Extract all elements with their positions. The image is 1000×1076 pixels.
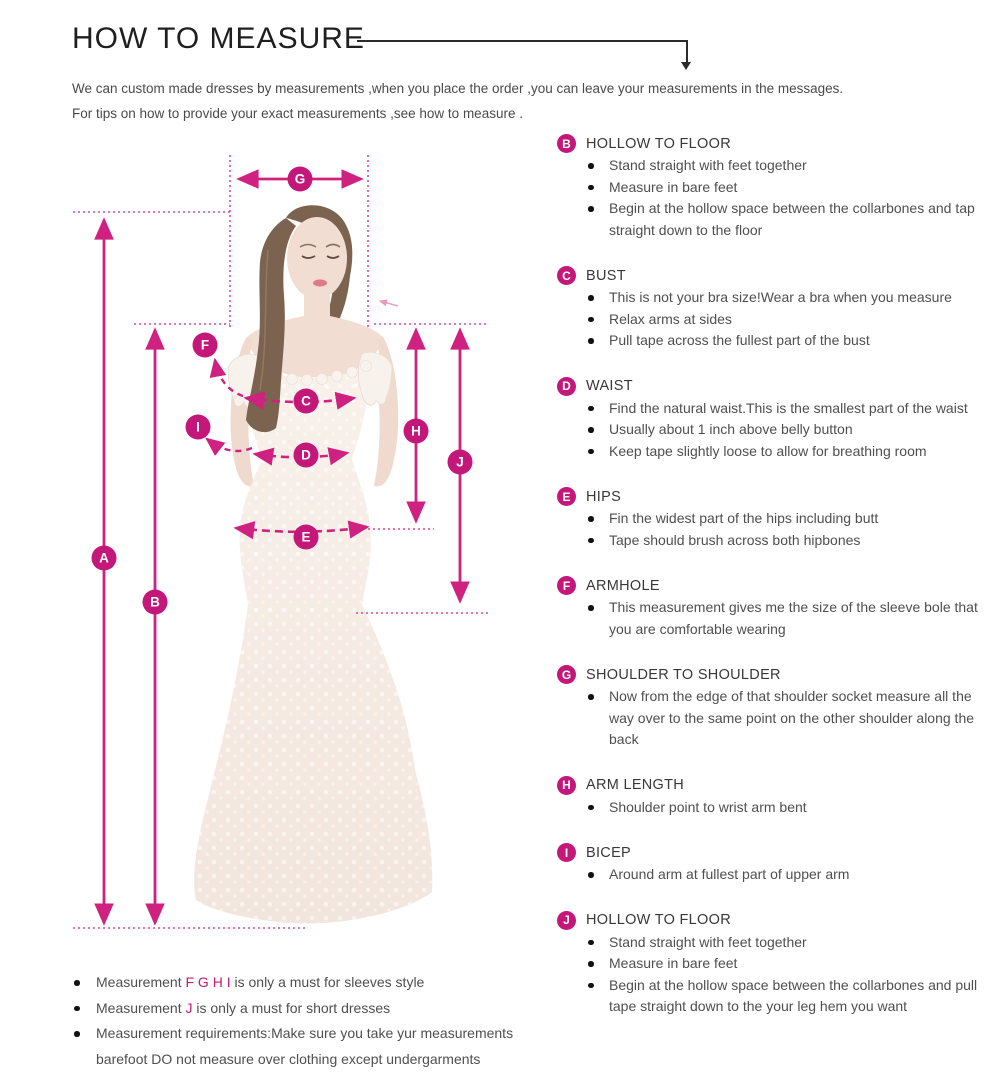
section-title: BICEP — [586, 844, 632, 861]
section-badge-e: E — [557, 487, 576, 506]
bullet: Tape should brush across both hipbones — [585, 530, 997, 552]
note-sleeves-style: Measurement F G H I is only a must for sleeves style — [74, 970, 554, 996]
intro-line-2: For tips on how to provide your exact measurements ,see how to measure . — [72, 106, 523, 121]
section-badge-f: F — [557, 576, 576, 595]
svg-text:D: D — [301, 447, 311, 463]
section-badge-h: H — [557, 776, 576, 795]
badge-e — [294, 525, 319, 550]
bullet: Begin at the hollow space between the collarbones and tap straight down to the floor — [585, 198, 997, 241]
badge-b — [143, 590, 168, 615]
bullet: Fin the widest part of the hips including butt — [585, 508, 997, 530]
section-bicep — [557, 842, 1000, 886]
svg-text:E: E — [301, 529, 311, 545]
title-connector-line — [357, 40, 688, 66]
section-bust — [557, 265, 1000, 352]
bullet: Shoulder point to wrist arm bent — [585, 797, 997, 819]
note-highlight: J — [185, 999, 193, 1016]
section-title: WAIST — [586, 378, 633, 394]
svg-text:F: F — [200, 337, 210, 353]
section-badge-c: C — [557, 266, 576, 285]
bullet: Measure in bare feet — [585, 953, 997, 975]
section-hollow-to-floor-j — [557, 910, 1000, 1018]
section-armhole — [557, 575, 1000, 640]
bullet: Find the natural waist.This is the smallest part of the waist — [585, 398, 997, 420]
section-title: HIPS — [586, 488, 622, 505]
model-lips — [313, 279, 327, 286]
bullet: This is not your bra size!Wear a bra when you measure — [585, 287, 997, 309]
title-arrow-down-icon — [681, 62, 691, 70]
svg-text:A: A — [99, 550, 109, 566]
note-short-dresses: Measurement J is only a must for short dresses — [74, 996, 554, 1022]
badge-j — [448, 450, 473, 475]
svg-text:I: I — [196, 419, 200, 435]
section-shoulder-to-shoulder — [557, 664, 1000, 751]
svg-text:H: H — [411, 423, 421, 439]
section-title: ARMHOLE — [586, 577, 660, 594]
section-hips — [557, 486, 1000, 551]
section-title: HOLLOW TO FLOOR — [586, 135, 731, 152]
model-photo — [194, 205, 432, 923]
note-requirements: Measurement requirements:Make sure you take yur measurements barefoot DO not measure over clothing except undergarments — [74, 1021, 554, 1072]
badge-c — [294, 389, 319, 414]
bullet: Now from the edge of that shoulder socket measure all the way over to the same point on the other shoulder along the back — [585, 686, 997, 751]
model-face — [287, 217, 347, 299]
bullet: Begin at the hollow space between the collarbones and pull tape straight down to the your leg hem you want — [585, 975, 997, 1018]
section-badge-d: D — [557, 377, 576, 396]
intro-line-1: We can custom made dresses by measurements ,when you place the order ,you can leave your measurements in the messages. — [72, 81, 844, 96]
section-badge-b: B — [557, 134, 576, 153]
badge-h — [404, 419, 429, 444]
section-badge-i: I — [557, 843, 576, 862]
measurement-guide-list — [557, 133, 1000, 1042]
section-title: ARM LENGTH — [586, 777, 685, 793]
bullet: Usually about 1 inch above belly button — [585, 419, 997, 441]
bullet: Stand straight with feet together — [585, 932, 997, 954]
intro-text — [72, 76, 952, 126]
badge-a — [92, 546, 117, 571]
section-arm-length — [557, 775, 1000, 819]
section-hollow-to-floor-b — [557, 133, 1000, 241]
badge-i — [186, 415, 211, 440]
page-title: HOW TO MEASURE — [72, 22, 365, 55]
bullet: This measurement gives me the size of the sleeve bole that you are comfortable wearing — [585, 597, 997, 640]
shoulder-point-hint-arrow — [380, 301, 398, 306]
svg-text:J: J — [456, 454, 464, 470]
section-badge-g: G — [557, 665, 576, 684]
model-measurement-figure — [0, 130, 560, 960]
bullet: Measure in bare feet — [585, 177, 997, 199]
bullet: Relax arms at sides — [585, 309, 997, 331]
svg-text:B: B — [150, 594, 160, 610]
badge-f — [193, 333, 218, 358]
measurement-notes — [74, 970, 554, 1072]
section-waist — [557, 376, 1000, 463]
section-title: HOLLOW TO FLOOR — [586, 912, 731, 928]
bullet: Pull tape across the fullest part of the bust — [585, 330, 997, 352]
badge-d — [294, 443, 319, 468]
svg-text:G: G — [294, 171, 306, 187]
section-title: SHOULDER TO SHOULDER — [586, 666, 781, 683]
badge-g — [288, 167, 313, 192]
bullet: Around arm at fullest part of upper arm — [585, 864, 997, 886]
section-badge-j: J — [557, 911, 576, 930]
svg-text:C: C — [301, 393, 311, 409]
note-highlight: F G H I — [185, 974, 231, 990]
bullet: Keep tape slightly loose to allow for breathing room — [585, 441, 997, 463]
section-title: BUST — [586, 267, 626, 284]
bullet: Stand straight with feet together — [585, 155, 997, 177]
